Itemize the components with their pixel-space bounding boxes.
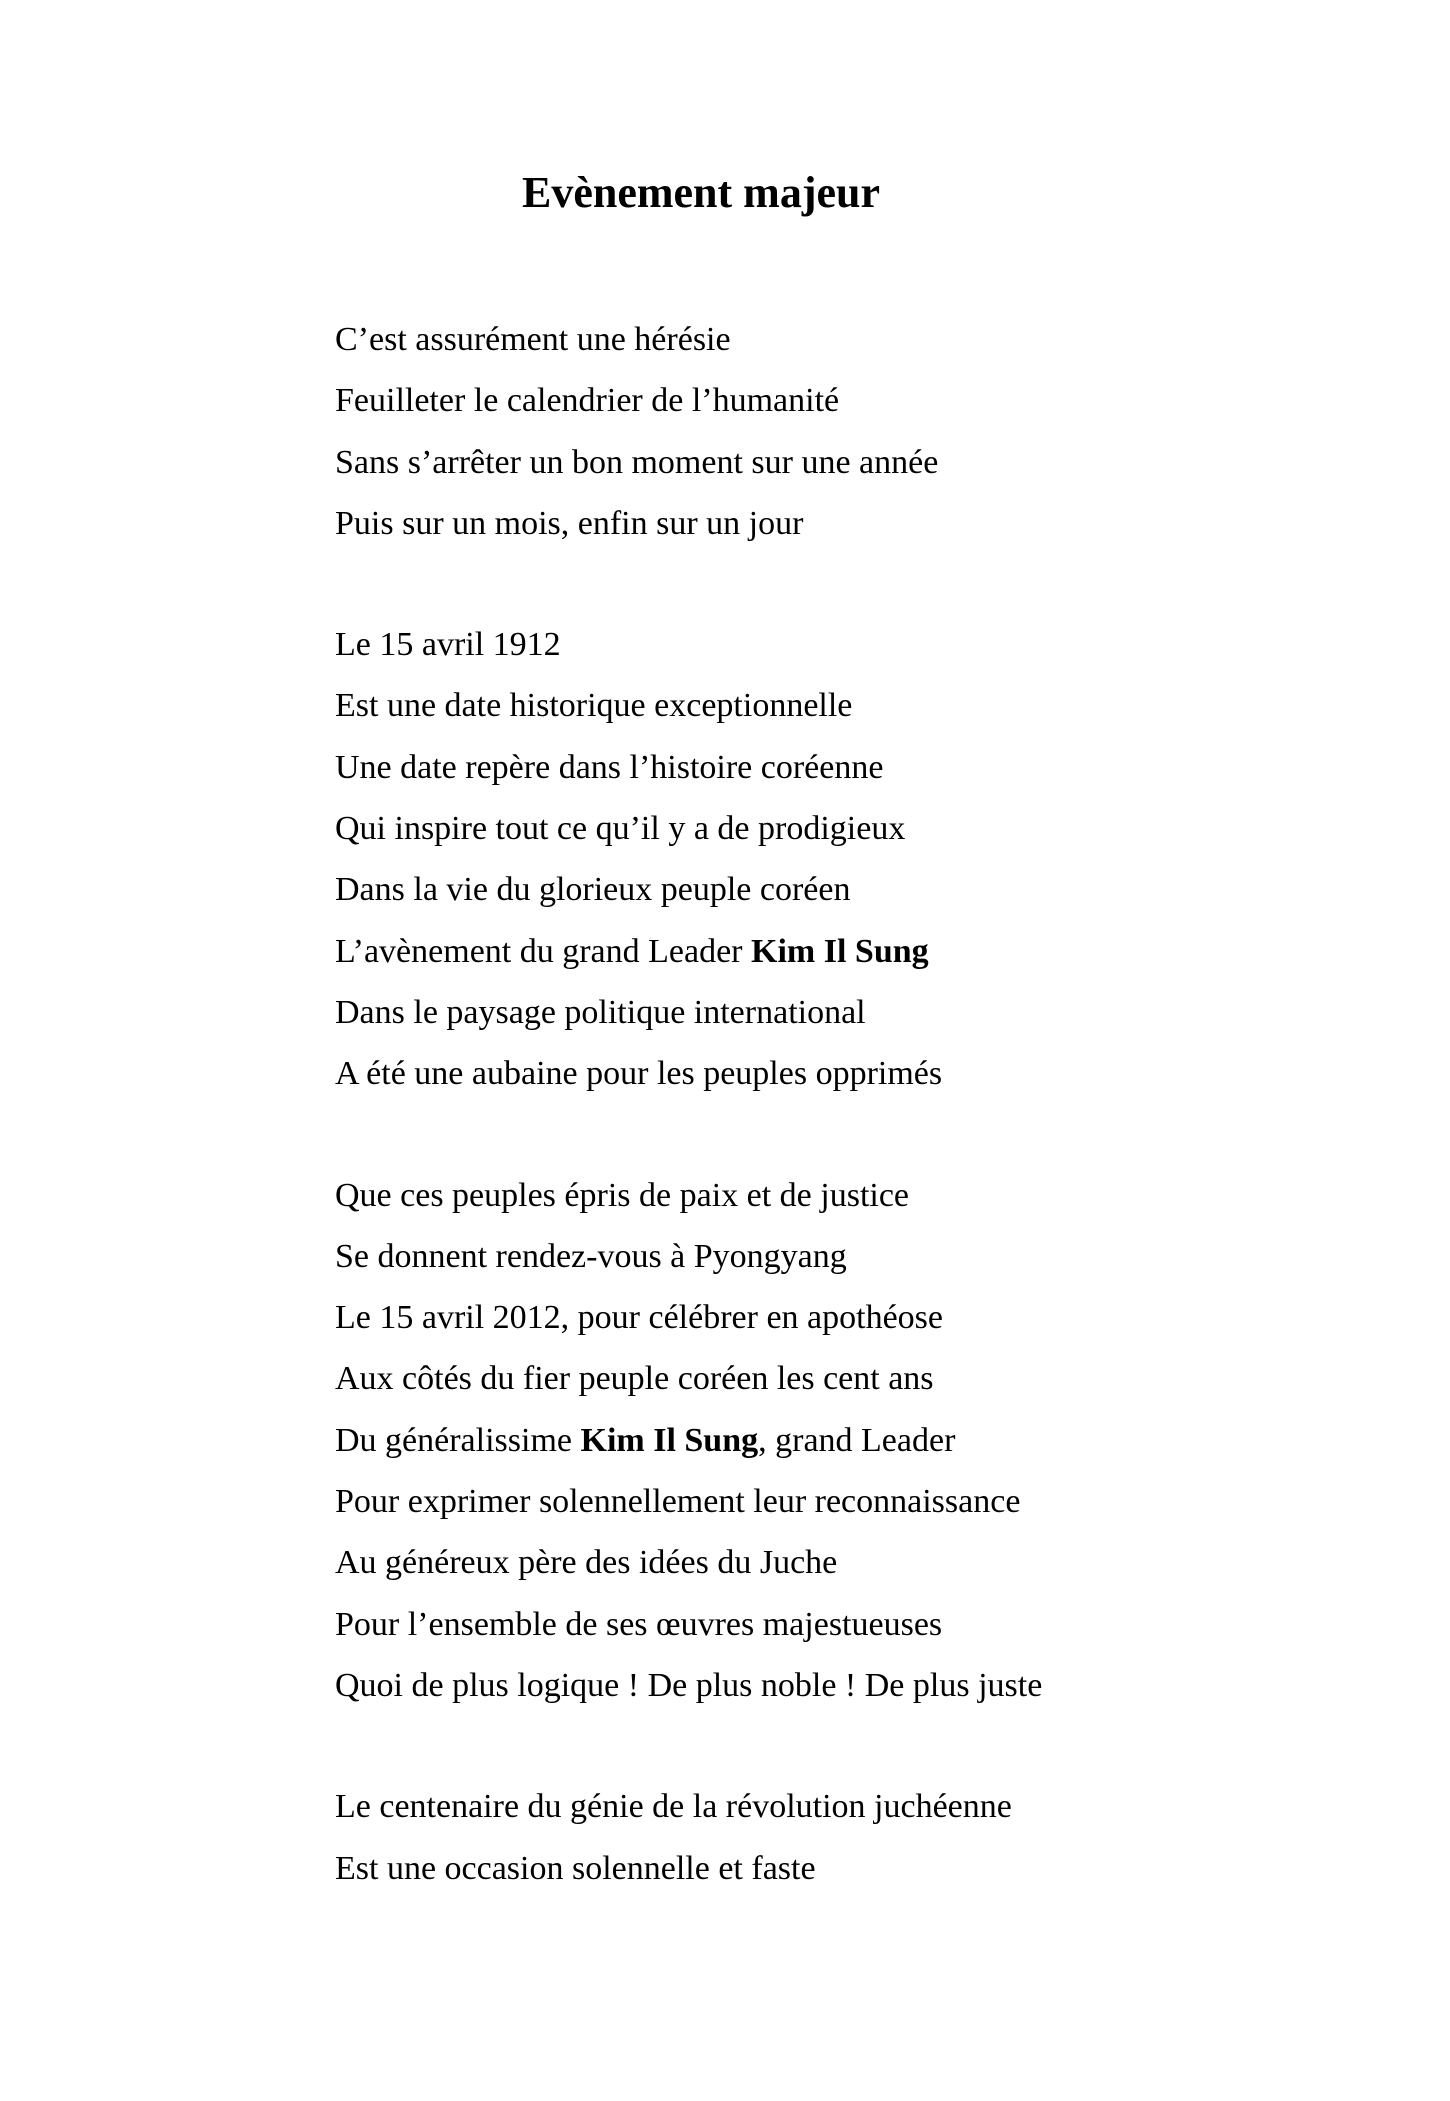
line-text: Dans le paysage politique international [335, 993, 866, 1031]
line-text: Le 15 avril 1912 [335, 626, 561, 664]
line-text: Pour l’ensemble de ses œuvres majestueuses [335, 1605, 943, 1643]
poem-line [335, 982, 1395, 1043]
poem-line [335, 432, 1395, 493]
line-text: L’avènement du grand Leader [335, 932, 752, 970]
poem-line [335, 1226, 1395, 1287]
poem-line [335, 921, 1395, 982]
line-text: Dans la vie du glorieux peuple coréen [335, 871, 851, 909]
poem-stanza [335, 614, 1395, 1104]
poem-body [335, 309, 1395, 1959]
poem-stanza [335, 1776, 1395, 1899]
poem-line [335, 614, 1395, 675]
poem-stanza [335, 1165, 1395, 1717]
line-text: Du généralissime [335, 1421, 581, 1459]
poem-line [335, 859, 1395, 920]
poem-title: Evènement majeur [521, 168, 880, 217]
line-text: C’est assurément une hérésie [335, 321, 731, 358]
poem-line [335, 1838, 1395, 1899]
line-text: Quoi de plus logique ! De plus noble ! De plus juste [335, 1666, 1043, 1704]
line-text: Sans s’arrêter un bon moment sur une année [335, 443, 939, 481]
line-text: Feuilleter le calendrier de l’humanité [335, 382, 840, 420]
line-text: Est une occasion solennelle et faste [335, 1849, 816, 1887]
poem-line [335, 1776, 1395, 1837]
poem-line [335, 675, 1395, 736]
poem-stanza [335, 309, 1395, 554]
poem-line [335, 1410, 1395, 1471]
poem-line [335, 1348, 1395, 1409]
poem-line [335, 309, 1395, 370]
poem-line [335, 798, 1395, 859]
line-text: Puis sur un mois, enfin sur un jour [335, 504, 804, 542]
poem-line [335, 1287, 1395, 1348]
line-text: Le centenaire du génie de la révolution juchéenne [335, 1788, 1012, 1826]
line-text: Qui inspire tout ce qu’il y a de prodigieux [335, 810, 906, 848]
line-text: Se donnent rendez-vous à Pyongyang [335, 1237, 847, 1275]
line-text: Au généreux père des idées du Juche [335, 1544, 838, 1582]
line-text: Aux côtés du fier peuple coréen les cent ans [335, 1360, 934, 1398]
poem-line [335, 1471, 1395, 1532]
poem-line [335, 370, 1395, 431]
line-text: Une date repère dans l’histoire coréenne [335, 748, 884, 786]
poem-line [335, 1043, 1395, 1104]
bold-name-text: Kim Il Sung [580, 1421, 759, 1459]
line-text: Le 15 avril 2012, pour célébrer en apothéose [335, 1299, 943, 1337]
poem-line [335, 1532, 1395, 1593]
line-text: Est une date historique exceptionnelle [335, 687, 853, 725]
line-text: Pour exprimer solennellement leur reconnaissance [335, 1483, 1021, 1521]
line-text: Que ces peuples épris de paix et de justice [335, 1176, 910, 1214]
bold-name-text: Kim Il Sung [751, 932, 929, 970]
poem-line [335, 1165, 1395, 1226]
poem-line [335, 1594, 1395, 1655]
line-text: , grand Leader [758, 1421, 956, 1459]
poem-line [335, 493, 1395, 554]
poem-line [335, 1655, 1395, 1716]
line-text: A été une aubaine pour les peuples opprimés [335, 1055, 943, 1093]
poem-line [335, 737, 1395, 798]
